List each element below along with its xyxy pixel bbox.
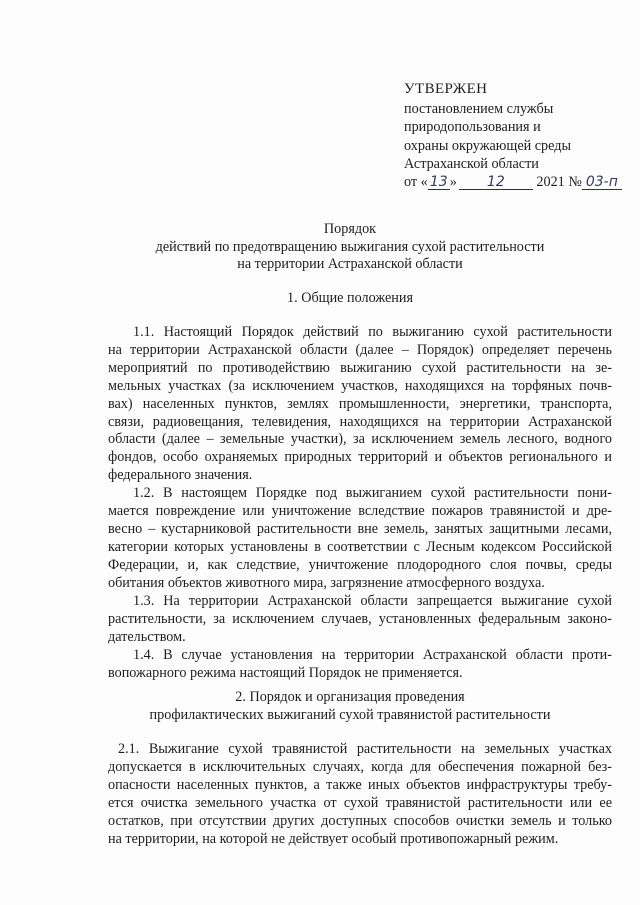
approval-line-2: природопользования и — [404, 119, 541, 136]
paragraph-1-2-line: категории которых установлены в соответствии с Лесным кодексом Российской — [108, 538, 612, 555]
paragraph-1-1-line: на территории Астраханской области (далее – Порядок) определяет перечень — [108, 341, 612, 358]
approval-day: 13 — [428, 175, 450, 190]
paragraph-2-1-line: допускается в исключительных случаях, когда для обеспечения пожарной без- — [108, 758, 612, 775]
approval-title: УТВЕРЖЕН — [404, 81, 488, 97]
paragraph-1-4-line: вопожарного режима настоящий Порядок не применяется. — [108, 664, 463, 681]
paragraph-1-1-line: области (далее – земельные участки), за исключением земель лесного, водного — [108, 431, 612, 448]
paragraph-2-1-line: опасности населенных пунктов, а также иных объектов инфраструктуры требу- — [108, 776, 612, 793]
paragraph-1-4-line: 1.4. В случае установления на территории Астраханской области проти- — [133, 647, 612, 663]
approval-line-1: постановлением службы — [404, 101, 554, 118]
paragraph-1-3-line: дательством. — [108, 628, 186, 645]
date-prefix: от « — [404, 174, 428, 191]
paragraph-1-2-line: обитания объектов животного мира, загрязнение атмосферного воздуха. — [108, 574, 545, 591]
paragraph-2-1-line: остатков, при отсутствии других доступных способов очистки земель и только — [108, 812, 612, 829]
paragraph-1-1-line: мельных участках (за исключением участков, находящихся на торфяных почв- — [108, 377, 612, 394]
paragraph-1-2-line: весно – кустарниковой растительности вне земель, занятых защитными лесами, — [108, 520, 612, 537]
paragraph-2-1-line: ется очистка земельного участка от сухой травянистой растительности или ее — [108, 794, 612, 811]
paragraph-1-1-line: связи, радиовещания, телевидения, находящихся на территории Астраханской — [108, 413, 612, 430]
paragraph-1-1-line: 1.1. Настоящий Порядок действий по выжиганию сухой растительности — [133, 324, 612, 340]
doc-subtitle-line-2: на территории Астраханской области — [237, 256, 463, 272]
section-2-heading-line-2: профилактических выжиганий сухой травянистой растительности — [149, 707, 551, 723]
approval-month: 12 — [459, 175, 533, 190]
doc-title: Порядок — [323, 221, 377, 237]
approval-number: 03-п — [582, 175, 622, 190]
paragraph-1-3-line: растительности, за исключением случаев, установленных федеральным законо- — [108, 610, 612, 627]
paragraph-2-1-line: 2.1. Выжигание сухой травянистой растительности на земельных участках — [118, 741, 612, 757]
paragraph-1-1-line: мероприятий по противодействию выжиганию сухой растительности на зе- — [108, 359, 612, 376]
paragraph-1-2-line: 1.2. В настоящем Порядке под выжиганием сухой растительности пони- — [133, 485, 612, 501]
approval-line-4: Астраханской области — [404, 155, 539, 172]
paragraph-1-2-line: Федерации, и, как следствие, уничтожение плодородного слоя почвы, среды — [108, 556, 612, 573]
paragraph-1-2-line: мается повреждение или уничтожение вследствие пожаров травянистой и дре- — [108, 502, 612, 519]
approval-line-3: охраны окружающей среды — [404, 137, 572, 154]
paragraph-1-3-line: 1.3. На территории Астраханской области запрещается выжигание сухой — [133, 593, 612, 609]
paragraph-2-1-line: на территории, на которой не действует особый противопожарный режим. — [108, 830, 559, 847]
date-quote-close: » — [449, 174, 457, 191]
approval-year: 2021 № — [536, 174, 582, 191]
section-2-heading-line-1: 2. Порядок и организация проведения — [235, 689, 465, 705]
paragraph-1-1-line: фондов, особо охраняемых природных территорий и объектов регионального и — [108, 449, 612, 466]
paragraph-1-1-line: вах) населенных пунктов, землях промышленности, энергетики, транспорта, — [108, 395, 612, 412]
section-1-heading: 1. Общие положения — [287, 290, 413, 306]
paragraph-1-1-line: федерального значения. — [108, 467, 253, 484]
doc-subtitle-line-1: действий по предотвращению выжигания сухой растительности — [155, 239, 545, 255]
